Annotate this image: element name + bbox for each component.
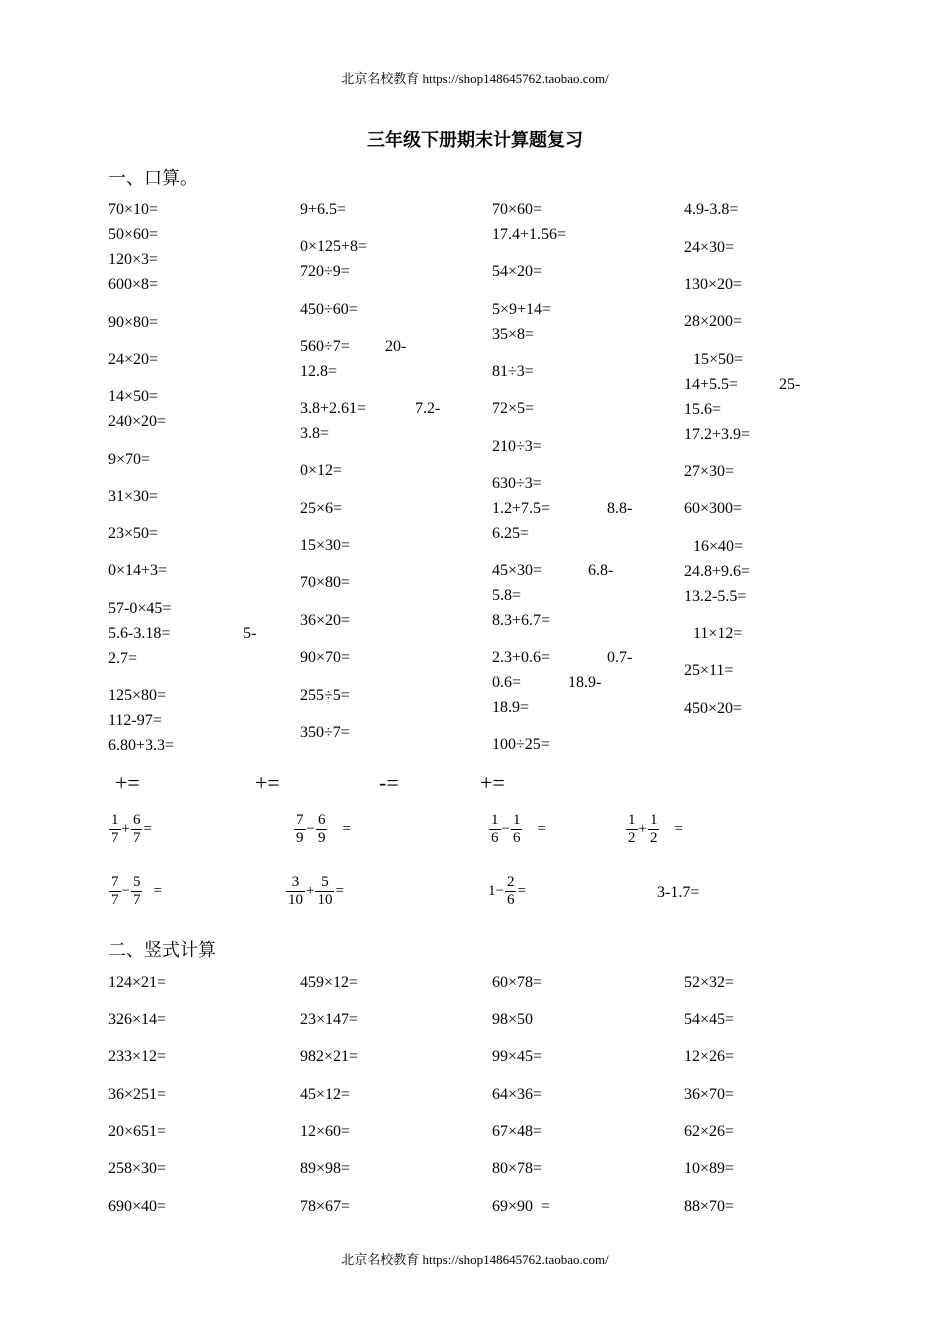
numerator: 1 bbox=[512, 812, 521, 828]
oral-item: 17.4+1.56= bbox=[492, 226, 567, 243]
oral-item: 16×40= bbox=[693, 538, 744, 555]
vertical-item: 12×60= bbox=[300, 1123, 351, 1140]
oral-item: 13.2-5.5= bbox=[684, 588, 747, 605]
operator: + bbox=[638, 821, 647, 837]
oral-item: 20- bbox=[385, 338, 407, 355]
numerator: 1 bbox=[628, 812, 636, 828]
denominator: 7 bbox=[132, 830, 141, 846]
oral-item: 450÷60= bbox=[300, 301, 358, 318]
vertical-item: 459×12= bbox=[300, 974, 359, 991]
oral-item: 35×8= bbox=[492, 326, 535, 343]
oral-item: 240×20= bbox=[108, 413, 167, 430]
fraction-problem bbox=[108, 874, 162, 909]
oral-item: 24×20= bbox=[108, 351, 159, 368]
numerator: 7 bbox=[296, 812, 304, 828]
equals: = bbox=[335, 883, 344, 899]
oral-item: 72×5= bbox=[492, 400, 535, 417]
numerator: 2 bbox=[506, 874, 515, 890]
vertical-item: 36×70= bbox=[684, 1086, 735, 1103]
vertical-item: 78×67= bbox=[300, 1198, 351, 1215]
operator: + bbox=[306, 883, 315, 899]
oral-item: 27×30= bbox=[684, 463, 735, 480]
vertical-item: 124×21= bbox=[108, 974, 167, 991]
oral-item: 18.9= bbox=[492, 699, 530, 716]
denominator: 2 bbox=[649, 830, 658, 846]
oral-item: 70×10= bbox=[108, 201, 159, 218]
page-header: 北京名校教育 https://shop148645762.taobao.com/ bbox=[341, 71, 609, 86]
operator: − bbox=[306, 821, 315, 837]
denominator: 10 bbox=[317, 892, 333, 908]
section-vertical-heading: 二、竖式计算 bbox=[108, 940, 216, 960]
oral-item: 630÷3= bbox=[492, 475, 542, 492]
oral-item: 50×60= bbox=[108, 226, 159, 243]
vertical-item: 62×26= bbox=[684, 1123, 735, 1140]
fraction-problem bbox=[108, 812, 152, 847]
oral-item: 8.3+6.7= bbox=[492, 612, 551, 629]
oral-item: 14×50= bbox=[108, 388, 159, 405]
vertical-item: 258×30= bbox=[108, 1160, 167, 1177]
oral-item: 70×80= bbox=[300, 574, 351, 591]
numerator: 1 bbox=[111, 812, 119, 828]
vertical-item: 80×78= bbox=[492, 1160, 543, 1177]
numerator: 5 bbox=[132, 874, 141, 890]
oral-item: 0.6= bbox=[492, 674, 522, 691]
oral-item: 90×70= bbox=[300, 649, 351, 666]
vertical-item: 233×12= bbox=[108, 1048, 167, 1065]
vertical-item: 88×70= bbox=[684, 1198, 735, 1215]
oral-item: 9+6.5= bbox=[300, 201, 347, 218]
operator: − bbox=[121, 883, 130, 899]
oral-item: 3.8= bbox=[300, 425, 330, 442]
oral-item: 6.25= bbox=[492, 525, 530, 542]
oral-item: 25- bbox=[779, 376, 801, 393]
denominator: 7 bbox=[111, 830, 119, 846]
oral-item: 130×20= bbox=[684, 276, 743, 293]
oral-item: 350÷7= bbox=[300, 724, 350, 741]
oral-item: 5.6-3.18= bbox=[108, 625, 171, 642]
oral-item: 28×200= bbox=[684, 313, 743, 330]
oral-item: 15×30= bbox=[300, 537, 351, 554]
decimal-problem: 3-1.7= bbox=[657, 884, 700, 901]
oral-item: 2.3+0.6= bbox=[492, 649, 551, 666]
oral-item: 210÷3= bbox=[492, 438, 542, 455]
vertical-item: 690×40= bbox=[108, 1198, 167, 1215]
oral-item: 0.7- bbox=[607, 649, 633, 666]
denominator: 9 bbox=[296, 830, 304, 846]
page-footer: 北京名校教育 https://shop148645762.taobao.com/ bbox=[341, 1252, 609, 1267]
oral-item: 5.8= bbox=[492, 587, 522, 604]
oral-item: 0×12= bbox=[300, 462, 343, 479]
vertical-item: 99×45= bbox=[492, 1048, 543, 1065]
oral-item: 9×70= bbox=[108, 451, 151, 468]
oral-item: 11×12= bbox=[693, 625, 743, 642]
numerator: 5 bbox=[315, 874, 334, 892]
vertical-item: 982×21= bbox=[300, 1048, 359, 1065]
oral-item: 0×14+3= bbox=[108, 562, 168, 579]
vertical-item: 45×12= bbox=[300, 1086, 351, 1103]
oral-item: 18.9- bbox=[568, 674, 602, 691]
oral-item: 7.2- bbox=[415, 400, 441, 417]
equals: = bbox=[674, 821, 683, 837]
oral-item: 100÷25= bbox=[492, 736, 550, 753]
oral-item: 14+5.5= bbox=[684, 376, 739, 393]
numerator: 7 bbox=[111, 874, 119, 890]
operator-text: += bbox=[115, 770, 140, 795]
equals: = bbox=[342, 821, 351, 837]
numerator: 6 bbox=[317, 812, 326, 828]
section-oral-heading: 一、口算。 bbox=[108, 168, 198, 188]
vertical-item: 23×147= bbox=[300, 1011, 359, 1028]
operator-text: -= bbox=[379, 770, 399, 795]
oral-item: 1.2+7.5= bbox=[492, 500, 551, 517]
numerator: 1 bbox=[649, 812, 658, 828]
vertical-item: 69×90 = bbox=[492, 1198, 551, 1215]
fraction-problem bbox=[285, 874, 344, 909]
fraction-problem bbox=[293, 812, 351, 847]
oral-item: 17.2+3.9= bbox=[684, 426, 751, 443]
oral-item: 70×60= bbox=[492, 201, 543, 218]
operator-text: += bbox=[255, 770, 280, 795]
oral-item: 15×50= bbox=[693, 351, 744, 368]
equals: = bbox=[153, 883, 162, 899]
oral-item: 2.7= bbox=[108, 650, 138, 667]
oral-item: 15.6= bbox=[684, 401, 722, 418]
denominator: 6 bbox=[512, 830, 521, 846]
numerator: 1 bbox=[491, 812, 499, 828]
oral-item: 5- bbox=[243, 625, 257, 642]
equals: = bbox=[143, 821, 152, 837]
oral-item: 54×20= bbox=[492, 263, 543, 280]
oral-item: 4.9-3.8= bbox=[684, 201, 739, 218]
oral-item: 12.8= bbox=[300, 363, 338, 380]
oral-item: 8.8- bbox=[607, 500, 633, 517]
oral-item: 600×8= bbox=[108, 276, 159, 293]
numerator: 3 bbox=[286, 874, 305, 892]
oral-item: 720÷9= bbox=[300, 263, 350, 280]
oral-item: 120×3= bbox=[108, 251, 159, 268]
equals: = bbox=[537, 821, 546, 837]
vertical-item: 12×26= bbox=[684, 1048, 735, 1065]
oral-item: 45×30= bbox=[492, 562, 543, 579]
oral-item: 57-0×45= bbox=[108, 600, 172, 617]
oral-item: 125×80= bbox=[108, 687, 167, 704]
vertical-item: 54×45= bbox=[684, 1011, 735, 1028]
oral-item: 25×6= bbox=[300, 500, 343, 517]
vertical-item: 64×36= bbox=[492, 1086, 543, 1103]
oral-item: 25×11= bbox=[684, 662, 734, 679]
equals: = bbox=[517, 883, 526, 899]
denominator: 6 bbox=[506, 892, 515, 908]
oral-item: 6.8- bbox=[588, 562, 614, 579]
vertical-item: 89×98= bbox=[300, 1160, 351, 1177]
fraction-problem bbox=[488, 874, 526, 909]
denominator: 6 bbox=[491, 830, 499, 846]
numerator: 6 bbox=[132, 812, 141, 828]
denominator: 7 bbox=[111, 892, 119, 908]
vertical-item: 326×14= bbox=[108, 1011, 167, 1028]
oral-item: 3.8+2.61= bbox=[300, 400, 367, 417]
fraction-problem bbox=[488, 812, 546, 847]
oral-item: 450×20= bbox=[684, 700, 743, 717]
oral-item: 112-97= bbox=[108, 712, 162, 729]
oral-item: 60×300= bbox=[684, 500, 743, 517]
vertical-item: 67×48= bbox=[492, 1123, 543, 1140]
oral-item: 31×30= bbox=[108, 488, 159, 505]
oral-item: 560÷7= bbox=[300, 338, 350, 355]
vertical-item: 60×78= bbox=[492, 974, 543, 991]
operator: + bbox=[121, 821, 130, 837]
oral-item: 0×125+8= bbox=[300, 238, 368, 255]
vertical-item: 98×50 bbox=[492, 1011, 534, 1028]
oral-item: 6.80+3.3= bbox=[108, 737, 175, 754]
fraction-problem bbox=[625, 812, 683, 847]
vertical-item: 52×32= bbox=[684, 974, 735, 991]
oral-item: 255÷5= bbox=[300, 687, 350, 704]
denominator: 9 bbox=[317, 830, 326, 846]
operator-text: += bbox=[480, 770, 505, 795]
denominator: 10 bbox=[288, 892, 303, 908]
oral-item: 36×20= bbox=[300, 612, 351, 629]
vertical-item: 20×651= bbox=[108, 1123, 167, 1140]
oral-item: 24×30= bbox=[684, 239, 735, 256]
oral-item: 90×80= bbox=[108, 314, 159, 331]
oral-item: 5×9+14= bbox=[492, 301, 552, 318]
page-title: 三年级下册期末计算题复习 bbox=[367, 130, 583, 150]
vertical-item: 10×89= bbox=[684, 1160, 735, 1177]
vertical-item: 36×251= bbox=[108, 1086, 167, 1103]
denominator: 7 bbox=[132, 892, 141, 908]
operator: − bbox=[501, 821, 510, 837]
denominator: 2 bbox=[628, 830, 636, 846]
minuend: 1− bbox=[488, 883, 504, 899]
oral-item: 81÷3= bbox=[492, 363, 534, 380]
oral-item: 24.8+9.6= bbox=[684, 563, 751, 580]
oral-item: 23×50= bbox=[108, 525, 159, 542]
